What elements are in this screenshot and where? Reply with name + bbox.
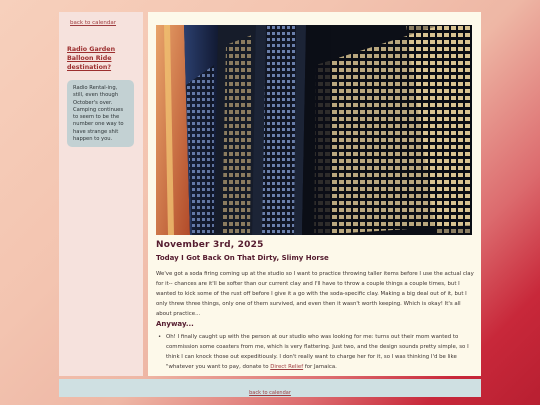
city-skyscraper-photo-icon <box>156 25 472 235</box>
sidebar-title-link[interactable]: Radio Garden Balloon Ride destination? <box>67 46 116 71</box>
direct-relief-link[interactable]: Direct Relief <box>270 364 304 370</box>
back-to-calendar-link[interactable]: back to calendar <box>70 20 117 26</box>
post-subheading: Anyway... <box>156 320 194 328</box>
post-list <box>156 332 474 372</box>
footer <box>59 379 481 397</box>
post-date: November 3rd, 2025 <box>156 240 264 250</box>
sidebar <box>59 12 143 376</box>
list-item-tail: for Jamaica. <box>303 364 337 370</box>
sidebar-note-card: Radio Rental-ing, still, even though October's over. Camping continues to seem to be the number one way to have strange shit happen to you. <box>67 80 134 147</box>
post-content <box>148 12 481 376</box>
post-body: We've got a soda firing coming up at the studio so I want to practice throwing taller items before I use the actual clay for it-- chances are it'll be softer than our current clay and I'll have to throw a couple things a couple times, but I wanted to kick some of the rust off before I give it a go with the soda-specific clay. Making a big deal out of it, but I only threw three things, only one of them survived, and even then it wasn't worth keeping. Which is okay! It's all about practice... <box>156 271 474 317</box>
list-item <box>156 332 474 372</box>
footer-back-to-calendar-link[interactable]: back to calendar <box>249 390 291 396</box>
post-title: Today I Got Back On That Dirty, Slimy Horse <box>156 254 329 262</box>
list-item-text: Oh! I finally caught up with the person at our studio who was looking for me: turns out their mom wanted to commission some coasters from me, which is very flattering. Just two, and the design sounds pretty simple, so I think I can knock those out expeditiously. I don't really want to charge her for it, so I was thinking I'd be like "whatever you want to pay, donate to <box>166 334 469 370</box>
hero-photo <box>156 25 472 235</box>
